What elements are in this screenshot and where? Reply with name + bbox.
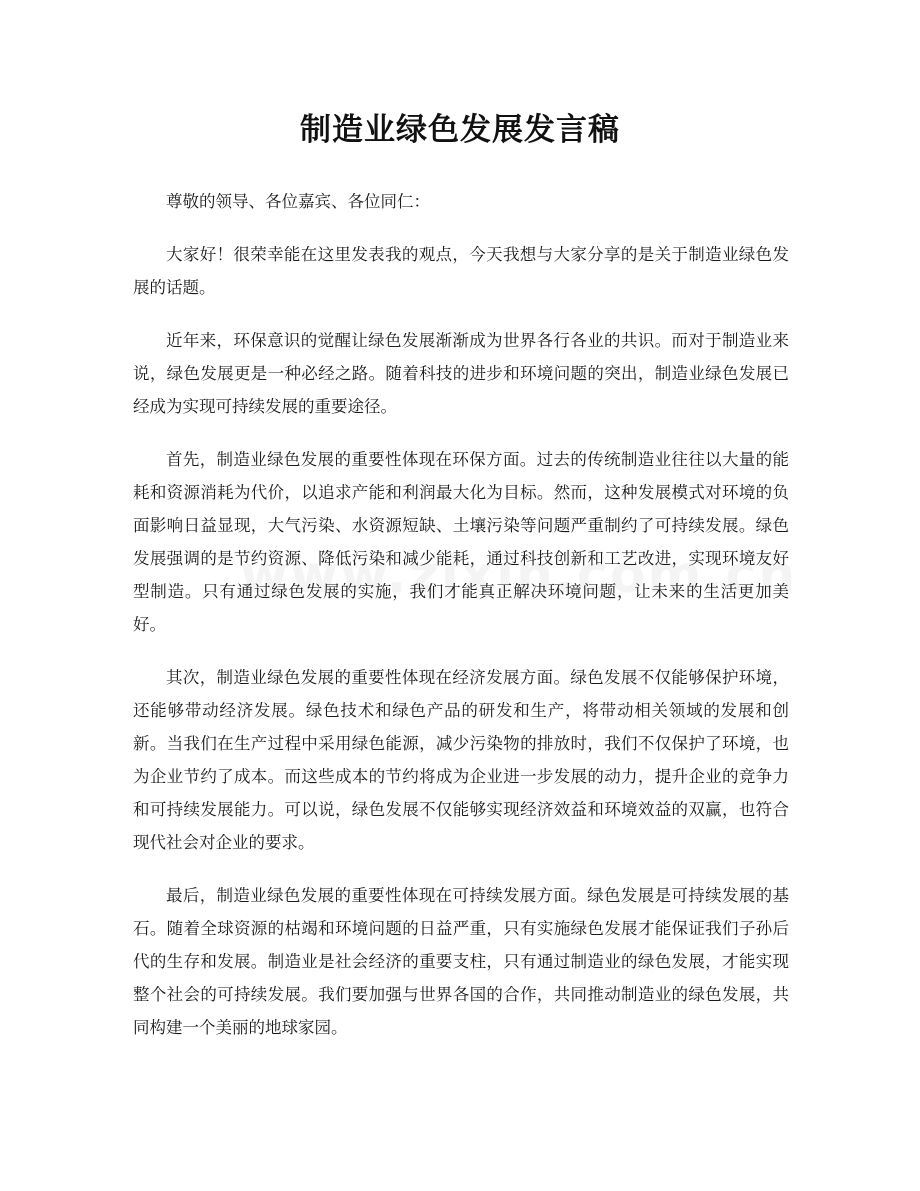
document-title: 制造业绿色发展发言稿 xyxy=(300,112,620,148)
economy-paragraph: 其次，制造业绿色发展的重要性体现在经济发展方面。绿色发展不仅能够保护环境，还能够带动经济发展。绿色技术和绿色产品的研发和生产，将带动相关领域的发展和创新。当我们在生产过程中采用绿色能源，减少污染物的排放时，我们不仅保护了环境，也为企业节约了成本。而这些成本的节约将成为企业进一步发展的动力，提升企业的竞争力和可持续发展能力。可以说，绿色发展不仅能够实现经济效益和环境效益的双赢，也符合现代社会对企业的要求。 xyxy=(133,668,789,852)
environment-paragraph: 首先，制造业绿色发展的重要性体现在环保方面。过去的传统制造业往往以大量的能耗和资源消耗为代价，以追求产能和利润最大化为目标。然而，这种发展模式对环境的负面影响日益显现，大气污染、水资源短缺、土壤污染等问题严重制约了可持续发展。绿色发展强调的是节约资源、降低污染和减少能耗，通过科技创新和工艺改进，实现环境友好型制造。只有通过绿色发展的实施，我们才能真正解决环境问题，让未来的生活更加美好。 xyxy=(133,450,789,634)
greeting-paragraph: 尊敬的领导、各位嘉宾、各位同仁： xyxy=(166,192,430,211)
sustainability-paragraph: 最后，制造业绿色发展的重要性体现在可持续发展方面。绿色发展是可持续发展的基石。随着全球资源的枯竭和环境问题的日益严重，只有实施绿色发展才能保证我们子孙后代的生存和发展。制造业是社会经济的重要支柱，只有通过制造业的绿色发展，才能实现整个社会的可持续发展。我们要加强与世界各国的合作，共同推动制造业的绿色发展，共同构建一个美丽的地球家园。 xyxy=(133,886,789,1037)
opening-paragraph: 大家好！很荣幸能在这里发表我的观点，今天我想与大家分享的是关于制造业绿色发展的话题。 xyxy=(133,245,789,297)
background-paragraph: 近年来，环保意识的觉醒让绿色发展渐渐成为世界各行各业的共识。而对于制造业来说，绿色发展更是一种必经之路。随着科技的进步和环境问题的突出，制造业绿色发展已经成为实现可持续发展的重要途径。 xyxy=(133,331,789,416)
document-body xyxy=(133,185,789,1064)
